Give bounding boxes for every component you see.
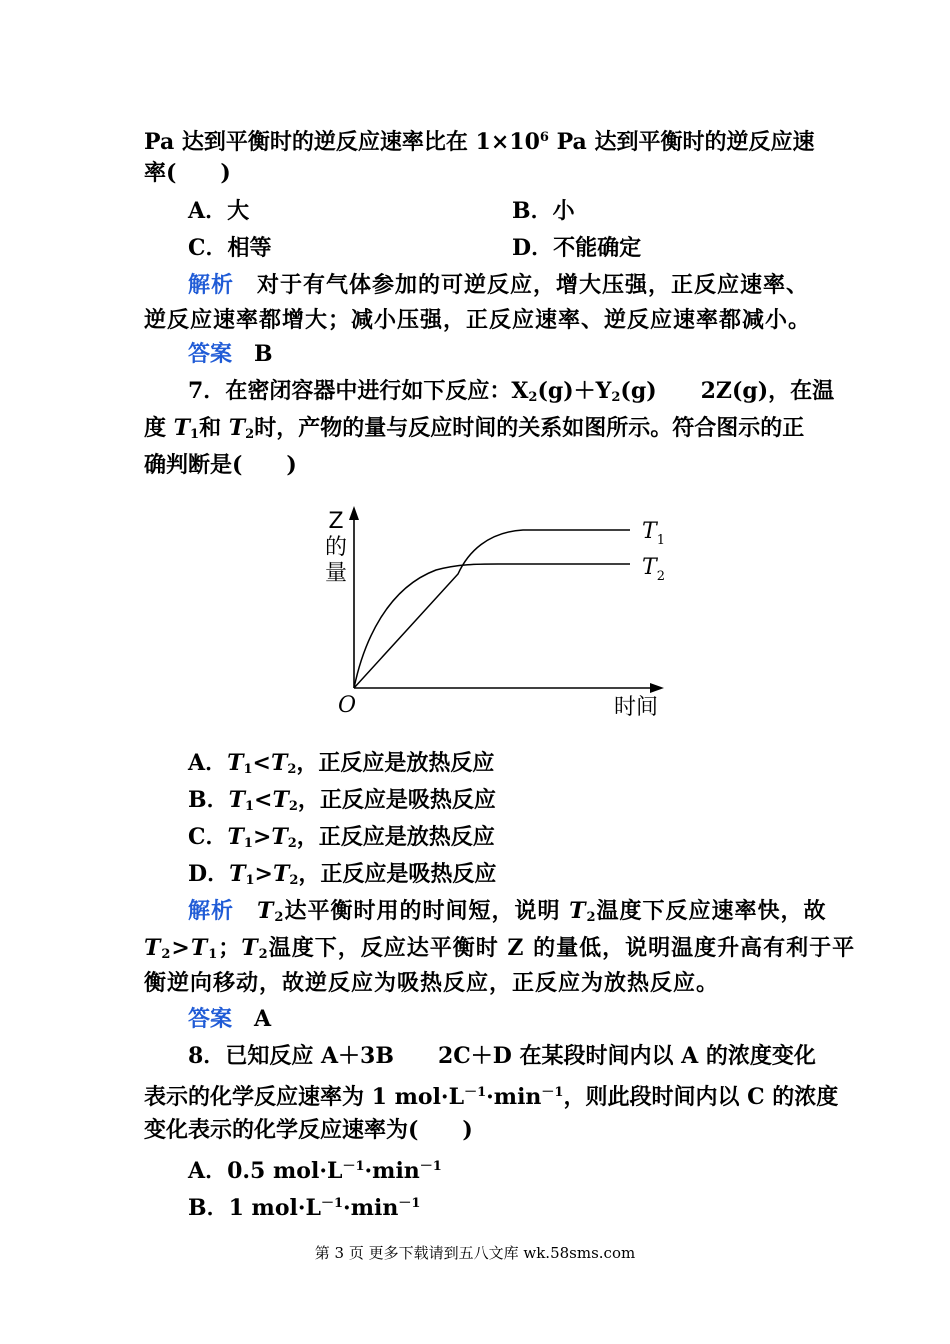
y-axis-label-3: 量 <box>324 561 348 586</box>
q6-answer: 答案 B <box>188 341 273 367</box>
q6-option-c: C．相等 <box>188 235 272 261</box>
q7-analysis-line3: 衡逆向移动，故逆反应为吸热反应，正反应为放热反应。 <box>144 970 720 996</box>
q7-option-c: C．$T_1>T_2$，正反应是放热反应 <box>188 824 495 851</box>
q6-stem-line1: Pa 达到平衡时的逆反应速率比在 $1\times 10^6$ Pa 达到平衡时的逆反应速 <box>144 129 815 155</box>
q7-option-a: A．$T_1<T_2$，正反应是放热反应 <box>188 750 495 777</box>
q8-option-a: A．0.5 $mol\cdot L^{-1}\cdot\min^{-1}$ <box>188 1158 442 1184</box>
q7-option-b: B．$T_1<T_2$，正反应是吸热反应 <box>188 787 496 814</box>
series-t1-curve <box>354 530 630 688</box>
q8-stem-line3: 变化表示的化学反应速率为( ) <box>144 1117 473 1143</box>
q7-analysis-line1: 解析 $T_2$达平衡时用的时间短，说明 $T_2$温度下反应速率快，故 <box>188 898 827 925</box>
series-t1-label: $T_1$ <box>642 519 665 548</box>
q7-stem-line1: 7．在密闭容器中进行如下反应：$X_2(g)+Y_2(g)$ 2Z(g)，在温 <box>188 378 835 405</box>
q8-stem-line1: 8．已知反应 A＋3B 2C＋D 在某段时间内以 A 的浓度变化 <box>188 1043 816 1069</box>
q6-option-d: D．不能确定 <box>512 235 642 261</box>
z-amount-vs-time-chart <box>318 500 678 730</box>
q7-analysis-line2: $T_2>T_1$；$T_2$温度下，反应达平衡时 Z 的量低，说明温度升高有利于平 <box>144 935 856 962</box>
q7-stem-line3: 确判断是( ) <box>144 452 297 478</box>
q8-option-b: B．1 $mol\cdot L^{-1}\cdot\min^{-1}$ <box>188 1195 421 1221</box>
q6-analysis-line2: 逆反应速率都增大；减小压强，正反应速率、逆反应速率都减小。 <box>144 307 812 333</box>
series-t2-curve <box>354 564 630 688</box>
q6-analysis-line1: 解析 对于有气体参加的可逆反应，增大压强，正反应速率、 <box>188 272 810 298</box>
y-axis <box>349 506 359 688</box>
x-axis-label: 时间 <box>614 695 659 720</box>
origin-label: O <box>338 693 357 718</box>
q7-answer: 答案 A <box>188 1006 272 1032</box>
q6-stem-line2: 率( ) <box>144 160 231 186</box>
x-axis <box>354 683 664 693</box>
q7-option-d: D．$T_1>T_2$，正反应是吸热反应 <box>188 861 497 888</box>
q8-stem-line2: 表示的化学反应速率为 1 $mol\cdot L^{-1}\cdot\min^{-1}$，则此段时间内以 C 的浓度 <box>144 1084 839 1110</box>
series-t2-label: $T_2$ <box>642 555 665 584</box>
y-axis-label-2: 的 <box>324 535 348 560</box>
page-footer: 第 3 页 更多下载请到五八文库 wk.58sms.com <box>314 1244 636 1262</box>
q6-option-a: A．大 <box>188 198 250 224</box>
y-axis-label-1: Z <box>328 509 344 534</box>
q7-stem-line2: 度 $T_1$和 $T_2$时，产物的量与反应时间的关系如图所示。符合图示的正 <box>144 415 805 442</box>
q6-option-b: B．小 <box>512 198 575 224</box>
